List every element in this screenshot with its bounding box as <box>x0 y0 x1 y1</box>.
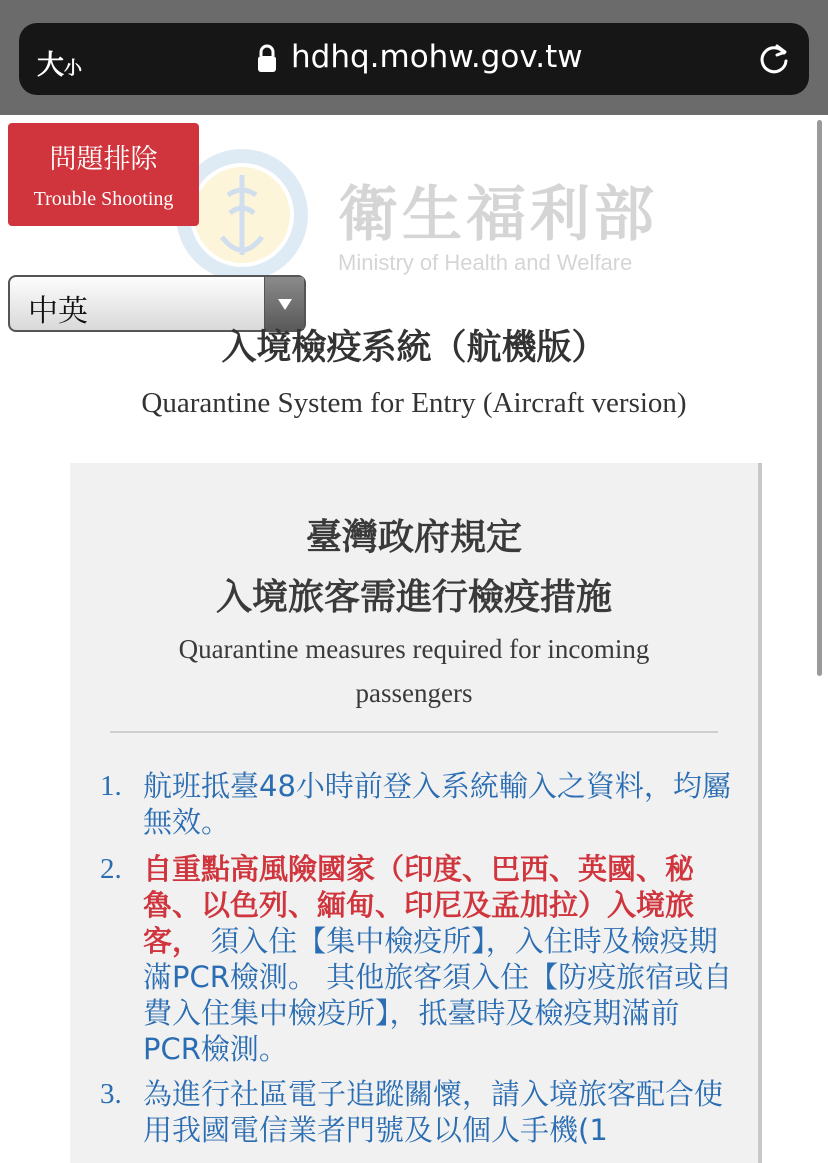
list-item-number: 1. <box>100 770 122 802</box>
text-size-button[interactable] <box>37 43 82 82</box>
ministry-name-en: Ministry of Health and Welfare <box>338 250 633 275</box>
trouble-shooting-button[interactable] <box>8 123 199 226</box>
page-scrollbar[interactable] <box>817 120 822 676</box>
quarantine-notice-card <box>70 463 762 1163</box>
notice-title-line2: 入境旅客需進行檢疫措施 <box>215 577 612 618</box>
text-size-small-label: 小 <box>64 58 82 79</box>
list-item-number: 3. <box>100 1078 122 1110</box>
list-item-text <box>143 851 733 1067</box>
ministry-logo <box>170 145 670 285</box>
divider <box>110 731 718 733</box>
trouble-shooting-label-cn: 問題排除 <box>49 144 158 175</box>
list-item-text: 航班抵臺48小時前登入系統輸入之資料，均屬無效。 <box>143 769 731 839</box>
reload-icon[interactable] <box>757 42 791 76</box>
web-page <box>0 115 828 1147</box>
notice-title-line1: 臺灣政府規定 <box>305 517 522 558</box>
ministry-name-cn: 衛生福利部 <box>338 180 658 250</box>
language-select-value: 中英 <box>28 294 88 329</box>
chevron-down-icon <box>278 299 292 310</box>
text-size-big-label: 大 <box>37 50 64 81</box>
trouble-shooting-label-en: Trouble Shooting <box>33 188 174 210</box>
system-title: 入境檢疫系統（航機版） <box>221 328 607 368</box>
list-item-number: 2. <box>100 853 122 885</box>
quarantine-instructions: 須入住【集中檢疫所】，入住時及檢疫期滿PCR檢測。 其他旅客須入住【防疫旅宿或自費入住集中檢疫所】，抵臺時及檢疫期滿前PCR檢測。 <box>143 924 733 1066</box>
url-text: hdhq.mohw.gov.tw <box>291 39 583 75</box>
notice-subtitle: Quarantine measures required for incoming passengers <box>178 634 650 708</box>
high-risk-notice: 自重點高風險國家（印度、巴西、英國、秘魯、以色列、緬甸、印尼及孟加拉）入境旅客， <box>143 852 695 958</box>
lock-icon <box>257 43 277 73</box>
browser-toolbar <box>0 0 828 115</box>
address-bar[interactable] <box>19 23 809 95</box>
system-subtitle: Quarantine System for Entry (Aircraft version) <box>141 387 687 419</box>
list-item-text: 為進行社區電子追蹤關懷，請入境旅客配合使用我國電信業者門號及以個人手機(1 <box>143 1077 724 1147</box>
